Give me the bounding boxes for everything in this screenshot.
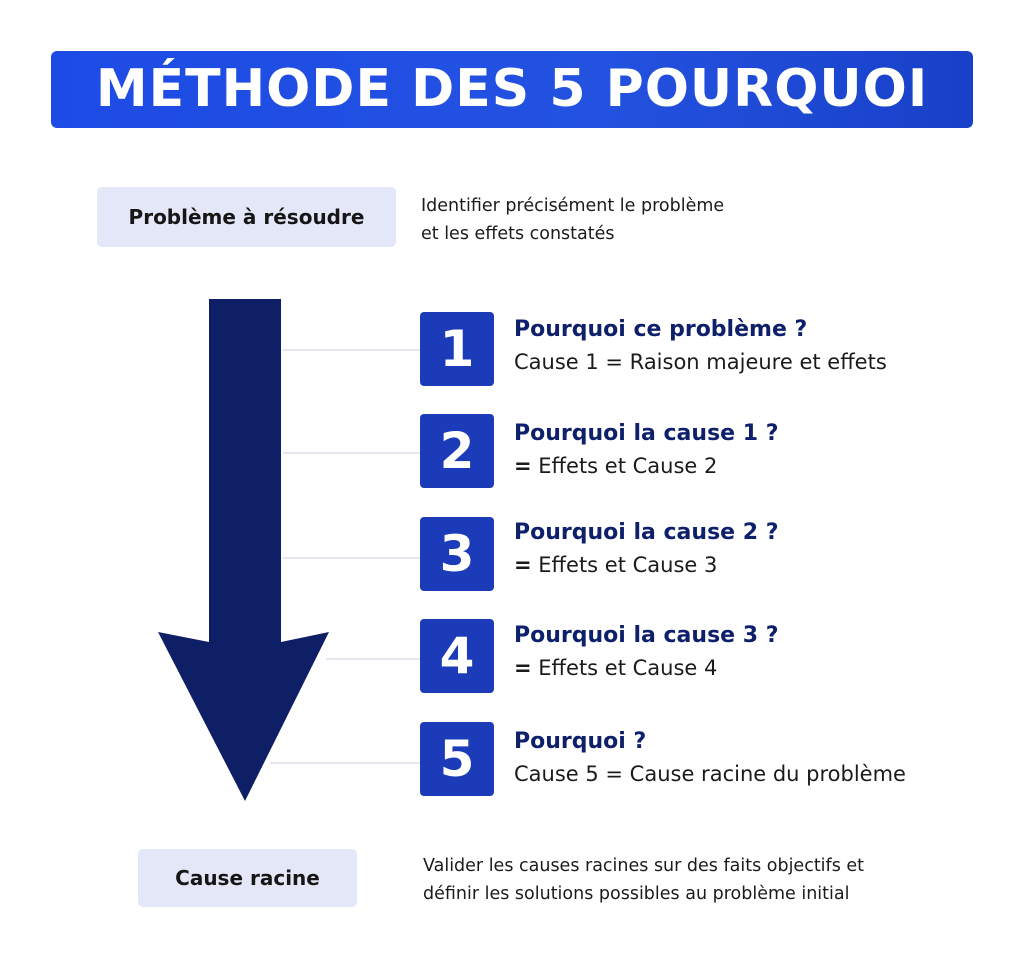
step-answer-text-3: Effets et Cause 3 — [531, 553, 718, 577]
problem-description-line-2: et les effets constatés — [421, 224, 615, 244]
step-number-5: 5 — [420, 722, 494, 796]
step-answer-prefix-3: = — [514, 553, 532, 577]
root-cause-description — [423, 852, 864, 908]
connector-line-5 — [270, 762, 420, 764]
step-answer-text-4: Effets et Cause 4 — [531, 656, 718, 680]
root-cause-description-line-2: définir les solutions possibles au problème initial — [423, 884, 850, 904]
step-answer-1 — [514, 350, 887, 374]
step-answer-prefix-4: = — [514, 656, 532, 680]
connector-line-2 — [283, 452, 420, 454]
step-question-2: Pourquoi la cause 1 ? — [514, 421, 779, 446]
root-cause-description-line-1: Valider les causes racines sur des faits objectifs et — [423, 856, 865, 876]
step-number-1: 1 — [420, 312, 494, 386]
step-answer-text-5: Cause 5 = Cause racine du problème — [514, 762, 906, 786]
step-answer-prefix-2: = — [514, 454, 532, 478]
root-cause-label: Cause racine — [138, 849, 357, 907]
step-question-5: Pourquoi ? — [514, 729, 647, 754]
connector-line-3 — [283, 557, 420, 559]
problem-description-line-1: Identifier précisément le problème — [421, 196, 725, 216]
step-answer-4 — [514, 656, 717, 680]
step-answer-3 — [514, 553, 717, 577]
step-answer-2 — [514, 454, 717, 478]
step-answer-text-2: Effets et Cause 2 — [531, 454, 718, 478]
step-question-4: Pourquoi la cause 3 ? — [514, 623, 779, 648]
problem-label: Problème à résoudre — [97, 187, 396, 247]
step-number-2: 2 — [420, 414, 494, 488]
step-answer-5 — [514, 762, 906, 786]
step-answer-text-1: Cause 1 = Raison majeure et effets — [514, 350, 887, 374]
connector-line-4 — [326, 658, 420, 660]
step-question-3: Pourquoi la cause 2 ? — [514, 520, 779, 545]
step-question-1: Pourquoi ce problème ? — [514, 317, 808, 342]
step-number-4: 4 — [420, 619, 494, 693]
connector-line-1 — [283, 349, 420, 351]
step-number-3: 3 — [420, 517, 494, 591]
page-title: MÉTHODE DES 5 POURQUOI — [95, 58, 929, 119]
